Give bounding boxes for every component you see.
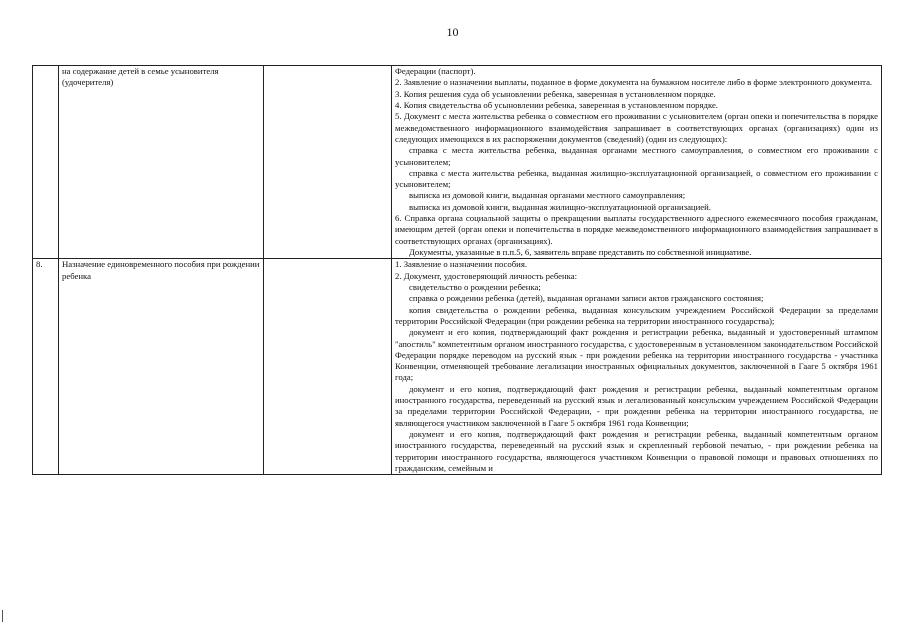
document-item: Федерации (паспорт). <box>395 66 476 76</box>
document-item: справка с места жительства ребенка, выданная жилищно-эксплуатационной организацией, о совместном его проживании с усыновителем; <box>395 167 878 190</box>
row-number-cell <box>33 66 59 259</box>
documents-table <box>32 65 882 475</box>
document-item: 5. Документ с места жительства ребенка о совместном его проживании с усыновителем (орган опеки и попечительства в порядке межведомственного информационного взаимодействия запрашивает в соответствующих органах (организациях) один из следующих имеющихся в их распоряжении документов (сведений) (один из следующих): <box>395 111 878 144</box>
document-item: Документы, указанные в п.п.5, 6, заявитель вправе представить по собственной инициативе. <box>409 247 752 257</box>
document-item: 1. Заявление о назначении пособия. <box>395 259 527 270</box>
empty-cell <box>264 259 392 475</box>
document-item: документ и его копия, подтверждающий факт рождения и регистрации ребенка, выданный и удостоверенный штампом "апостиль" компетентным органом иностранного государства, с удостоверенным в установленном законодательством Российской Федерации порядке переводом на русский язык - при рождении ребенка на территории иностранного государства - участника Конвенции, отменяющей требование легализации иностранных официальных документов, заключенной в Гааге 5 октября 1961 года; <box>395 327 878 383</box>
document-item: 2. Заявление о назначении выплаты, поданное в форме документа на бумажном носителе либо в форме электронного документа. <box>395 77 873 88</box>
document-item: документ и его копия, подтверждающий факт рождения и регистрации ребенка, выданный компетентным органом иностранного государства, переведенный на русский язык и скрепленный гербовой печатью, - при рождении ребенка на территории иностранного государства, являющегося участником Конвенции о правовой помощи и правовых отношениях по гражданским, семейным и <box>395 429 878 473</box>
table-row <box>33 259 882 475</box>
empty-cell <box>264 66 392 259</box>
document-item: справка с места жительства ребенка, выданная органами местного самоуправления, о совместном его проживании с усыновителем; <box>395 145 878 167</box>
service-name-cell: Назначение единовременного пособия при рождении ребенка <box>59 259 264 475</box>
document-item: справка о рождении ребенка (детей), выданная органами записи актов гражданского состояния; <box>409 293 764 304</box>
document-item: свидетельство о рождении ребенка; <box>409 281 541 292</box>
document-item: выписка из домовой книги, выданная жилищно-эксплуатационной организацией. <box>409 201 711 212</box>
document-item: документ и его копия, подтверждающий факт рождения и регистрации ребенка, выданный компетентным органом иностранного государства, переведенный на русский язык и легализованный консульским учреждением Российской Федерации за пределами территории Российской Федерации, - при рождении ребенка на территории иностранного государства, не являющегося участником заключенной в Гааге 5 октября 1961 года Конвенции; <box>395 383 878 428</box>
row-number-cell: 8. <box>33 259 59 475</box>
scan-edge-mark <box>2 610 3 622</box>
document-item: выписка из домовой книги, выданная органами местного самоуправления; <box>409 190 686 201</box>
service-name-cell: на содержание детей в семье усыновителя (удочерителя) <box>59 66 264 259</box>
document-item: 3. Копия решения суда об усыновлении ребенка, заверенная в установленном порядке. <box>395 88 716 99</box>
required-documents-cell <box>392 66 882 259</box>
document-item: 2. Документ, удостоверяющий личность ребенка: <box>395 270 578 281</box>
document-item: 4. Копия свидетельства об усыновлении ребенка, заверенная в установленном порядке. <box>395 99 718 110</box>
page-number: 10 <box>446 25 459 39</box>
document-item: 6. Справка органа социальной защиты о прекращении выплаты государственного адресного ежемесячного пособия гражданам, имеющим детей (орган опеки и попечительства в порядке межведомственного информационного взаимодействия запрашивает в соответствующих органах (организациях). <box>395 213 878 246</box>
required-documents-cell <box>392 259 882 475</box>
table-row <box>33 66 882 259</box>
document-item: копия свидетельства о рождении ребенка, выданная консульским учреждением Российской Федерации за пределами территории Российской Федерации (при рождении ребенка на территории иностранного государства); <box>395 304 878 326</box>
